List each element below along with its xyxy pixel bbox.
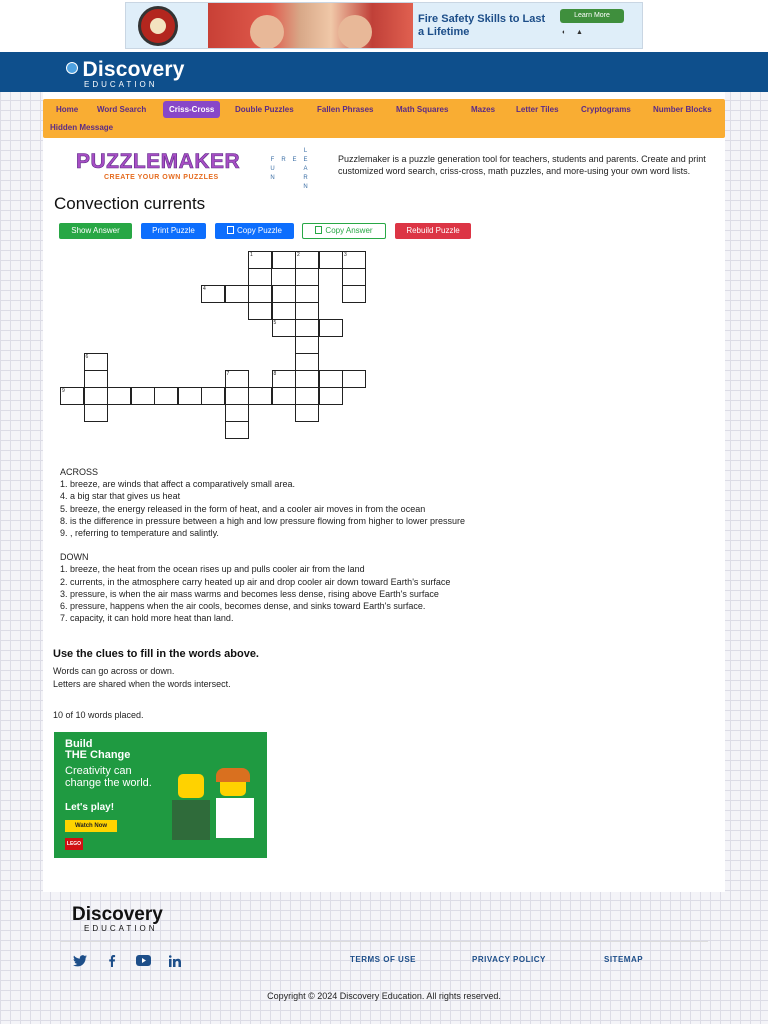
crossword-cell (248, 302, 272, 320)
crossword-cell (225, 421, 249, 439)
crossword-cell (154, 387, 178, 405)
youtube-icon[interactable] (136, 955, 150, 967)
crossword-cell (248, 285, 272, 303)
nav-criss-cross[interactable]: Criss-Cross (163, 101, 220, 118)
ad-learn-more-button[interactable]: Learn More (560, 9, 624, 23)
crossword-cell (248, 268, 272, 286)
instructions-line-1: Words can go across or down. (53, 666, 175, 676)
crossword-cell (178, 387, 202, 405)
crossword-cell (295, 353, 319, 371)
copy-answer-button[interactable]: Copy Answer (302, 223, 386, 239)
copy-icon (227, 226, 234, 234)
crossword-cell (272, 387, 296, 405)
crossword-cell (84, 387, 108, 405)
ad-headline: Fire Safety Skills to Last a Lifetime (418, 13, 546, 38)
crossword-cell (319, 370, 343, 388)
copy-icon (315, 226, 322, 234)
clue-down-6: 6. pressure, happens when the air cools, becomes dense, and sinks toward Earth's surface. (60, 601, 426, 612)
ad-photo (208, 3, 413, 49)
instructions-line-2: Letters are shared when the words intersect. (53, 678, 231, 689)
privacy-policy-link[interactable]: PRIVACY POLICY (472, 955, 546, 964)
crossword-cell (131, 387, 155, 405)
crossword-cell (272, 251, 296, 269)
down-heading: DOWN (60, 552, 89, 563)
nav-mazes[interactable]: Mazes (471, 105, 496, 114)
footer-logo[interactable]: Discovery EDUCATION (72, 904, 163, 933)
clue-number: 3 (344, 252, 347, 258)
lego-logo: LEGO (65, 838, 83, 850)
nav-cryptograms[interactable]: Cryptograms (581, 105, 631, 114)
rebuild-puzzle-button[interactable]: Rebuild Puzzle (395, 223, 471, 239)
lego-watch-now-button[interactable]: Watch Now (65, 820, 117, 832)
nav-hidden-message[interactable]: Hidden Message (50, 123, 114, 132)
crossword-cell (225, 285, 249, 303)
crossword-cell (342, 370, 366, 388)
ad-sponsor-logos: ◐ ▲ (562, 29, 583, 36)
words-placed-count: 10 of 10 words placed. (53, 710, 144, 720)
crossword-cell (295, 251, 319, 269)
lego-ad[interactable]: Build THE Change Creativity can change the world. Let's play! Watch Now LEGO (54, 732, 267, 858)
fire-dept-badge-icon (138, 6, 178, 46)
print-puzzle-button[interactable]: Print Puzzle (141, 223, 206, 239)
clue-number: 2 (297, 252, 300, 258)
top-ad-bar (0, 0, 768, 52)
clue-number: 1 (250, 252, 253, 258)
clue-across-8: 8. is the difference in pressure between a high and low pressure flowing from higher to lower pressure (60, 515, 466, 526)
crossword-cell (295, 285, 319, 303)
crossword-cell (60, 387, 84, 405)
facebook-icon[interactable] (105, 955, 119, 967)
crossword-cell (84, 353, 108, 371)
nav-letter-tiles[interactable]: Letter Tiles (516, 105, 559, 114)
nav-home[interactable]: Home (56, 105, 79, 114)
clue-number: 4 (203, 286, 206, 292)
site-header (0, 52, 768, 92)
nav-fallen-phrases[interactable]: Fallen Phrases (317, 105, 374, 114)
crossword-cell (272, 370, 296, 388)
crossword-cell (342, 251, 366, 269)
crossword-cell (295, 268, 319, 286)
clue-number: 6 (85, 354, 89, 360)
nav-number-blocks[interactable]: Number Blocks (653, 105, 712, 114)
fire-safety-ad[interactable] (125, 2, 643, 49)
crossword-cell (319, 251, 343, 269)
terms-of-use-link[interactable]: TERMS OF USE (350, 955, 417, 964)
clue-number: 8 (273, 371, 277, 377)
crossword-cell (342, 268, 366, 286)
nav-double-puzzles[interactable]: Double Puzzles (235, 105, 294, 114)
crossword-cell (225, 370, 249, 388)
crossword-cell (342, 285, 366, 303)
puzzlemaker-intro: Puzzlemaker is a puzzle generation tool for teachers, students and parents. Create and print customized word search, criss-cross, math puzzles, and more-using your own word lists. (338, 154, 706, 176)
crossword-cell (295, 387, 319, 405)
crossword-cell (248, 387, 272, 405)
linkedin-icon[interactable] (168, 955, 182, 967)
crossword-cell (319, 387, 343, 405)
puzzlemaker-logo[interactable]: PUZZLEMAKER CREATE YOUR OWN PUZZLES (76, 150, 241, 181)
crossword-cell (201, 285, 225, 303)
clue-across-9: 9. , referring to temperature and salintly. (60, 528, 219, 539)
sitemap-link[interactable]: SITEMAP (604, 955, 644, 964)
show-answer-button[interactable]: Show Answer (59, 223, 132, 239)
page-title: Convection currents (54, 194, 206, 213)
crossword-cell (295, 404, 319, 422)
across-heading: ACROSS (60, 467, 99, 477)
twitter-icon[interactable] (73, 955, 87, 967)
nav-math-squares[interactable]: Math Squares (396, 105, 449, 114)
crossword-cell (272, 319, 296, 337)
crossword-cell (248, 251, 272, 269)
clue-down-2: 2. currents, in the atmosphere carry heated up air and drop cooler air down toward Earth's surface (60, 576, 451, 587)
crossword-cell (295, 302, 319, 320)
discovery-education-logo[interactable]: Discovery EDUCATION (66, 58, 185, 82)
crossword-cell (319, 319, 343, 337)
puzzle-nav (43, 99, 725, 138)
clue-down-7: 7. capacity, it can hold more heat than land. (60, 613, 234, 624)
clue-down-3: 3. pressure, is when the air mass warms and becomes less dense, rising above Earth's surface (60, 588, 439, 599)
clue-number: 7 (226, 371, 230, 377)
clue-down-1: 1. breeze, the heat from the ocean rises up and pulls cooler air from the land (60, 564, 365, 575)
clue-across-4: 4. a big star that gives us heat (60, 491, 181, 502)
instructions (53, 648, 259, 690)
clue-number: 5 (273, 320, 277, 326)
nav-word-search[interactable]: Word Search (97, 105, 147, 114)
crossword-cell (225, 387, 249, 405)
globe-icon (66, 62, 78, 74)
crossword-cell (84, 404, 108, 422)
crossword-cell (295, 319, 319, 337)
crossword-cell (107, 387, 131, 405)
fun-free-learn-icon: L F R E E U A N R N (270, 148, 308, 190)
footer-divider (60, 941, 708, 942)
crossword-cell (295, 370, 319, 388)
clue-across-5: 5. breeze, the energy released in the form of heat, and a cooler air moves in from the ocean (60, 503, 426, 514)
crossword-cell (84, 370, 108, 388)
clues-list (60, 466, 465, 624)
instructions-heading: Use the clues to fill in the words above. (53, 648, 259, 660)
copyright: Copyright © 2024 Discovery Education. All rights reserved. (267, 991, 501, 1001)
crossword-cell (272, 302, 296, 320)
clue-number: 9 (62, 388, 65, 394)
crossword-cell (295, 336, 319, 354)
crossword-cell (225, 404, 249, 422)
crossword-cell (272, 285, 296, 303)
crossword-cell (201, 387, 225, 405)
copy-puzzle-button[interactable]: Copy Puzzle (215, 223, 294, 239)
clue-across-1: 1. breeze, are winds that affect a comparatively small area. (60, 479, 295, 490)
